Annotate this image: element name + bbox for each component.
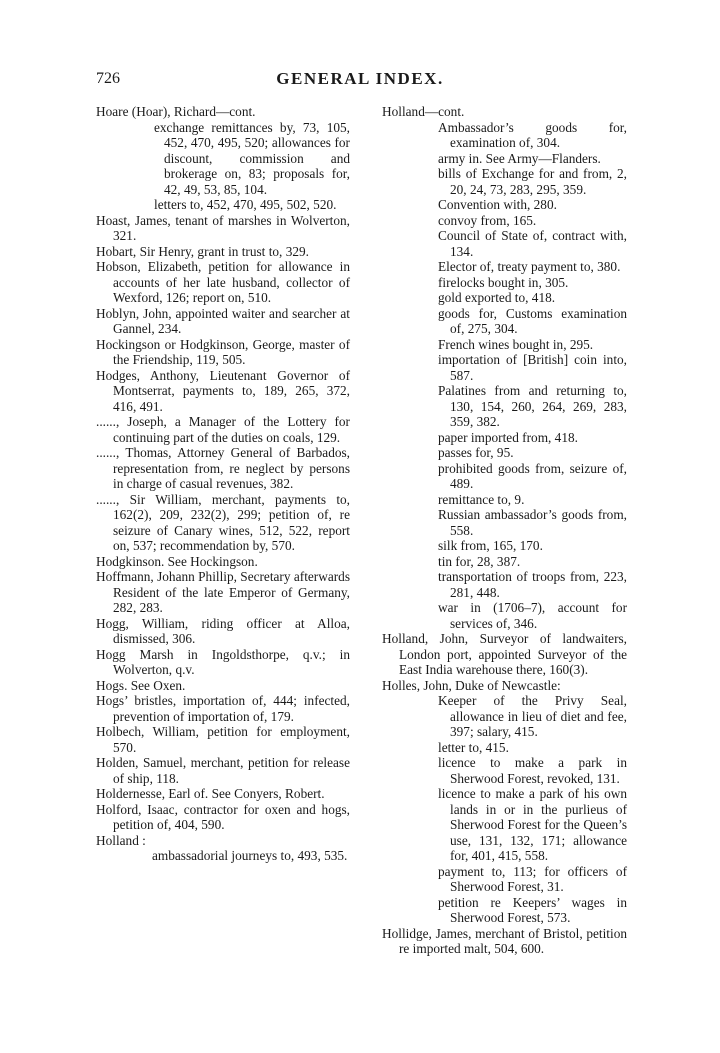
index-subentry: bills of Exchange for and from, 2, 20, 24, 73, 283, 295, 359. bbox=[438, 166, 627, 197]
index-subentry: Elector of, treaty payment to, 380. bbox=[438, 259, 621, 274]
index-entry: Hogs’ bristles, importation of, 444; infected, prevention of importation of, 179. bbox=[96, 693, 350, 724]
index-entry: Holford, Isaac, contractor for oxen and hogs, petition of, 404, 590. bbox=[96, 801, 350, 832]
index-subentry: payment to, 113; for officers of Sherwood Forest, 31. bbox=[438, 863, 627, 894]
page-number: 726 bbox=[96, 70, 120, 87]
index-subentry: Keeper of the Privy Seal, allowance in lieu of diet and fee, 397; salary, 415. bbox=[438, 693, 627, 739]
index-subentry: passes for, 95. bbox=[438, 445, 514, 460]
index-subentry: Palatines from and returning to, 130, 154, 260, 264, 269, 283, 359, 382. bbox=[438, 383, 627, 429]
index-subentry: remittance to, 9. bbox=[438, 491, 525, 507]
index-entry: Hobson, Elizabeth, petition for allowance in accounts of her late husband, collector of Wexford, 126; report on, 510. bbox=[96, 259, 350, 305]
index-subentry: Convention with, 280. bbox=[438, 197, 557, 212]
index-entry: Hobart, Sir Henry, grant in trust to, 329. bbox=[96, 243, 309, 259]
index-entry: ......, Thomas, Attorney General of Barbados, representation from, re neglect by persons in charge of casual revenues, 382. bbox=[96, 445, 350, 491]
index-subentry: prohibited goods from, seizure of, 489. bbox=[438, 460, 627, 491]
index-entry: Hogs. See Oxen. bbox=[96, 677, 186, 693]
index-subentry: tin for, 28, 387. bbox=[438, 553, 521, 569]
index-subentry: exchange remittances by, 73, 105, 452, 470, 495, 520; allowances for discount, commission and brokerage on, 83; proposals for, 42, 49, 53, 85, 104. bbox=[154, 119, 350, 197]
index-entry: Holden, Samuel, merchant, petition for release of ship, 118. bbox=[96, 755, 350, 786]
index-subentry: Council of State of, contract with, 134. bbox=[438, 228, 627, 259]
index-entry: Holles, John, Duke of Newcastle: bbox=[382, 677, 561, 693]
index-entry: Hogg Marsh in Ingoldsthorpe, q.v.; in Wolverton, q.v. bbox=[96, 646, 350, 677]
index-subentry: firelocks bought in, 305. bbox=[438, 274, 569, 290]
index-subentry: ambassadorial journeys to, 493, 535. bbox=[152, 848, 348, 863]
index-entry: Hoare (Hoar), Richard—cont. bbox=[96, 104, 256, 119]
index-subentry: goods for, Customs examination of, 275, 304. bbox=[438, 305, 627, 336]
index-entry: Holland—cont. bbox=[382, 104, 465, 119]
index-column-right bbox=[382, 104, 627, 957]
index-entry: Holland, John, Surveyor of landwaiters, London port, appointed Surveyor of the East India warehouse there, 160(3). bbox=[382, 631, 627, 677]
index-entry: Hoffmann, Johann Phillip, Secretary afterwards Resident of the late Emperor of Germany, 282, 283. bbox=[96, 569, 350, 615]
index-subentry: letter to, 415. bbox=[438, 739, 509, 755]
index-subentry: petition re Keepers’ wages in Sherwood Forest, 573. bbox=[438, 894, 627, 925]
index-column-left bbox=[96, 104, 350, 864]
index-subentry: Ambassador’s goods for, examination of, 304. bbox=[438, 119, 627, 150]
index-subentry: Russian ambassador’s goods from, 558. bbox=[438, 507, 627, 538]
index-entry: Holbech, William, petition for employment, 570. bbox=[96, 724, 350, 755]
index-subentry: letters to, 452, 470, 495, 502, 520. bbox=[154, 197, 337, 212]
index-entry: Hollidge, James, merchant of Bristol, petition re imported malt, 504, 600. bbox=[382, 925, 627, 956]
running-title: GENERAL INDEX. bbox=[276, 69, 444, 88]
index-entry: ......, Sir William, merchant, payments to, 162(2), 209, 232(2), 299; petition of, re seizure of Canary wines, 512, 522, report on, 537; recommendation by, 570. bbox=[96, 491, 350, 553]
index-entry: ......, Joseph, a Manager of the Lottery for continuing part of the duties on coals, 129. bbox=[96, 414, 350, 445]
index-subentry: convoy from, 165. bbox=[438, 212, 537, 228]
index-entry: Hogg, William, riding officer at Alloa, dismissed, 306. bbox=[96, 615, 350, 646]
index-subentry: gold exported to, 418. bbox=[438, 290, 556, 305]
index-entry: Hoast, James, tenant of marshes in Wolverton, 321. bbox=[96, 212, 350, 243]
index-subentry: silk from, 165, 170. bbox=[438, 538, 543, 553]
index-entry: Hoblyn, John, appointed waiter and searcher at Gannel, 234. bbox=[96, 305, 350, 336]
index-subentry: army in. See Army—Flanders. bbox=[438, 150, 601, 166]
index-subentry: licence to make a park of his own lands in or in the purlieus of Sherwood Forest for the Queen’s use, 131, 132, 171; allowance for, 401, 415, 558. bbox=[438, 786, 627, 863]
index-entry: Hodges, Anthony, Lieutenant Governor of Montserrat, payments to, 189, 265, 372, 416, 491. bbox=[96, 367, 350, 414]
index-subentry: paper imported from, 418. bbox=[438, 429, 578, 445]
index-subentry: importation of [British] coin into, 587. bbox=[438, 352, 627, 383]
index-entry: Hockingson or Hodgkinson, George, master of the Friendship, 119, 505. bbox=[96, 336, 350, 367]
index-entry: Holland : bbox=[96, 832, 146, 848]
index-subentry: transportation of troops from, 223, 281, 448. bbox=[438, 569, 627, 600]
index-subentry: war in (1706–7), account for services of, 346. bbox=[438, 600, 627, 631]
index-subentry: French wines bought in, 295. bbox=[438, 336, 594, 352]
index-subentry: licence to make a park in Sherwood Forest, revoked, 131. bbox=[438, 755, 627, 786]
index-entry: Holdernesse, Earl of. See Conyers, Robert. bbox=[96, 786, 325, 801]
index-entry: Hodgkinson. See Hockingson. bbox=[96, 553, 258, 569]
